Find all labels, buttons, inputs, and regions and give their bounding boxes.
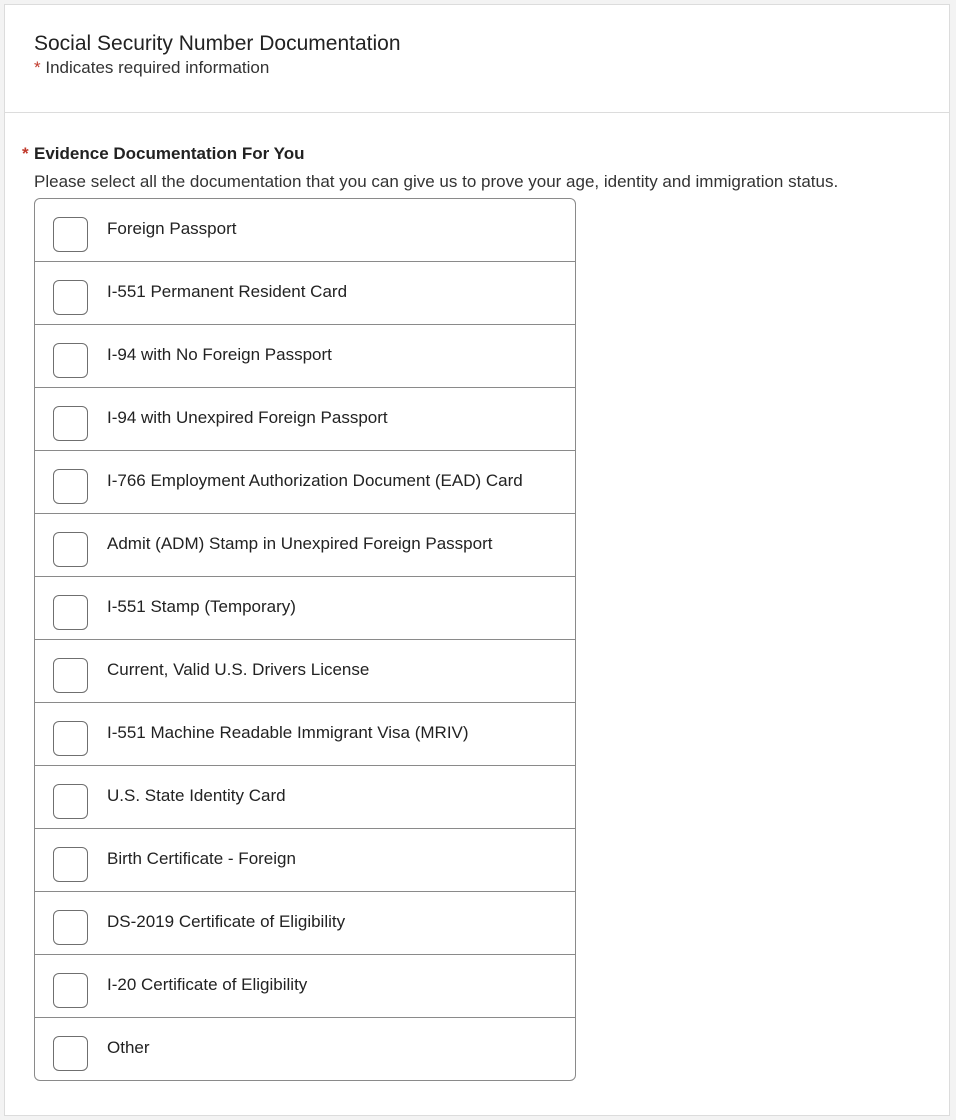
checkbox[interactable] [53, 784, 88, 819]
required-star: * [22, 144, 29, 163]
checkbox[interactable] [53, 217, 88, 252]
checkbox[interactable] [53, 595, 88, 630]
option-foreign-passport[interactable] [35, 199, 575, 262]
checkbox[interactable] [53, 721, 88, 756]
option-i94-no-foreign-passport[interactable] [35, 325, 575, 388]
checkbox[interactable] [53, 343, 88, 378]
option-label: Foreign Passport [107, 219, 237, 238]
option-label: I-766 Employment Authorization Document (EAD) Card [107, 471, 523, 490]
option-other[interactable] [35, 1018, 575, 1080]
page-title: Social Security Number Documentation [34, 32, 401, 55]
checkbox[interactable] [53, 280, 88, 315]
evidence-question [5, 113, 949, 1081]
option-label: I-551 Stamp (Temporary) [107, 597, 296, 616]
option-label: I-551 Permanent Resident Card [107, 282, 348, 301]
option-ds2019-certificate[interactable] [35, 892, 575, 955]
option-label: Other [107, 1038, 150, 1057]
option-label: I-94 with No Foreign Passport [107, 345, 332, 364]
form-panel [4, 4, 950, 1116]
checkbox[interactable] [53, 658, 88, 693]
form-header [5, 5, 949, 113]
option-label: I-551 Machine Readable Immigrant Visa (MRIV) [107, 723, 469, 742]
checkbox[interactable] [53, 532, 88, 567]
option-label: Current, Valid U.S. Drivers License [107, 660, 370, 679]
question-help-text: Please select all the documentation that you can give us to prove your age, identity and immigration status. [34, 172, 839, 191]
required-note [34, 57, 949, 79]
option-i20-certificate[interactable] [35, 955, 575, 1018]
question-label-text: Evidence Documentation For You [34, 144, 305, 163]
checkbox[interactable] [53, 973, 88, 1008]
option-label: Birth Certificate - Foreign [107, 849, 296, 868]
option-us-drivers-license[interactable] [35, 640, 575, 703]
option-i94-unexpired-foreign-passport[interactable] [35, 388, 575, 451]
checkbox[interactable] [53, 406, 88, 441]
option-label: DS-2019 Certificate of Eligibility [107, 912, 346, 931]
checkbox[interactable] [53, 847, 88, 882]
required-star: * [34, 58, 41, 77]
option-adm-stamp[interactable] [35, 514, 575, 577]
option-label: I-20 Certificate of Eligibility [107, 975, 308, 994]
option-us-state-identity-card[interactable] [35, 766, 575, 829]
option-birth-certificate-foreign[interactable] [35, 829, 575, 892]
option-i551-permanent-resident-card[interactable] [35, 262, 575, 325]
option-label: I-94 with Unexpired Foreign Passport [107, 408, 388, 427]
checkbox[interactable] [53, 469, 88, 504]
option-label: U.S. State Identity Card [107, 786, 286, 805]
option-i551-stamp-temporary[interactable] [35, 577, 575, 640]
option-i766-ead-card[interactable] [35, 451, 575, 514]
required-note-text: Indicates required information [45, 58, 270, 77]
checkbox-group [34, 198, 576, 1081]
question-label [22, 143, 949, 165]
option-label: Admit (ADM) Stamp in Unexpired Foreign Passport [107, 534, 493, 553]
option-i551-mriv[interactable] [35, 703, 575, 766]
checkbox[interactable] [53, 910, 88, 945]
checkbox[interactable] [53, 1036, 88, 1071]
